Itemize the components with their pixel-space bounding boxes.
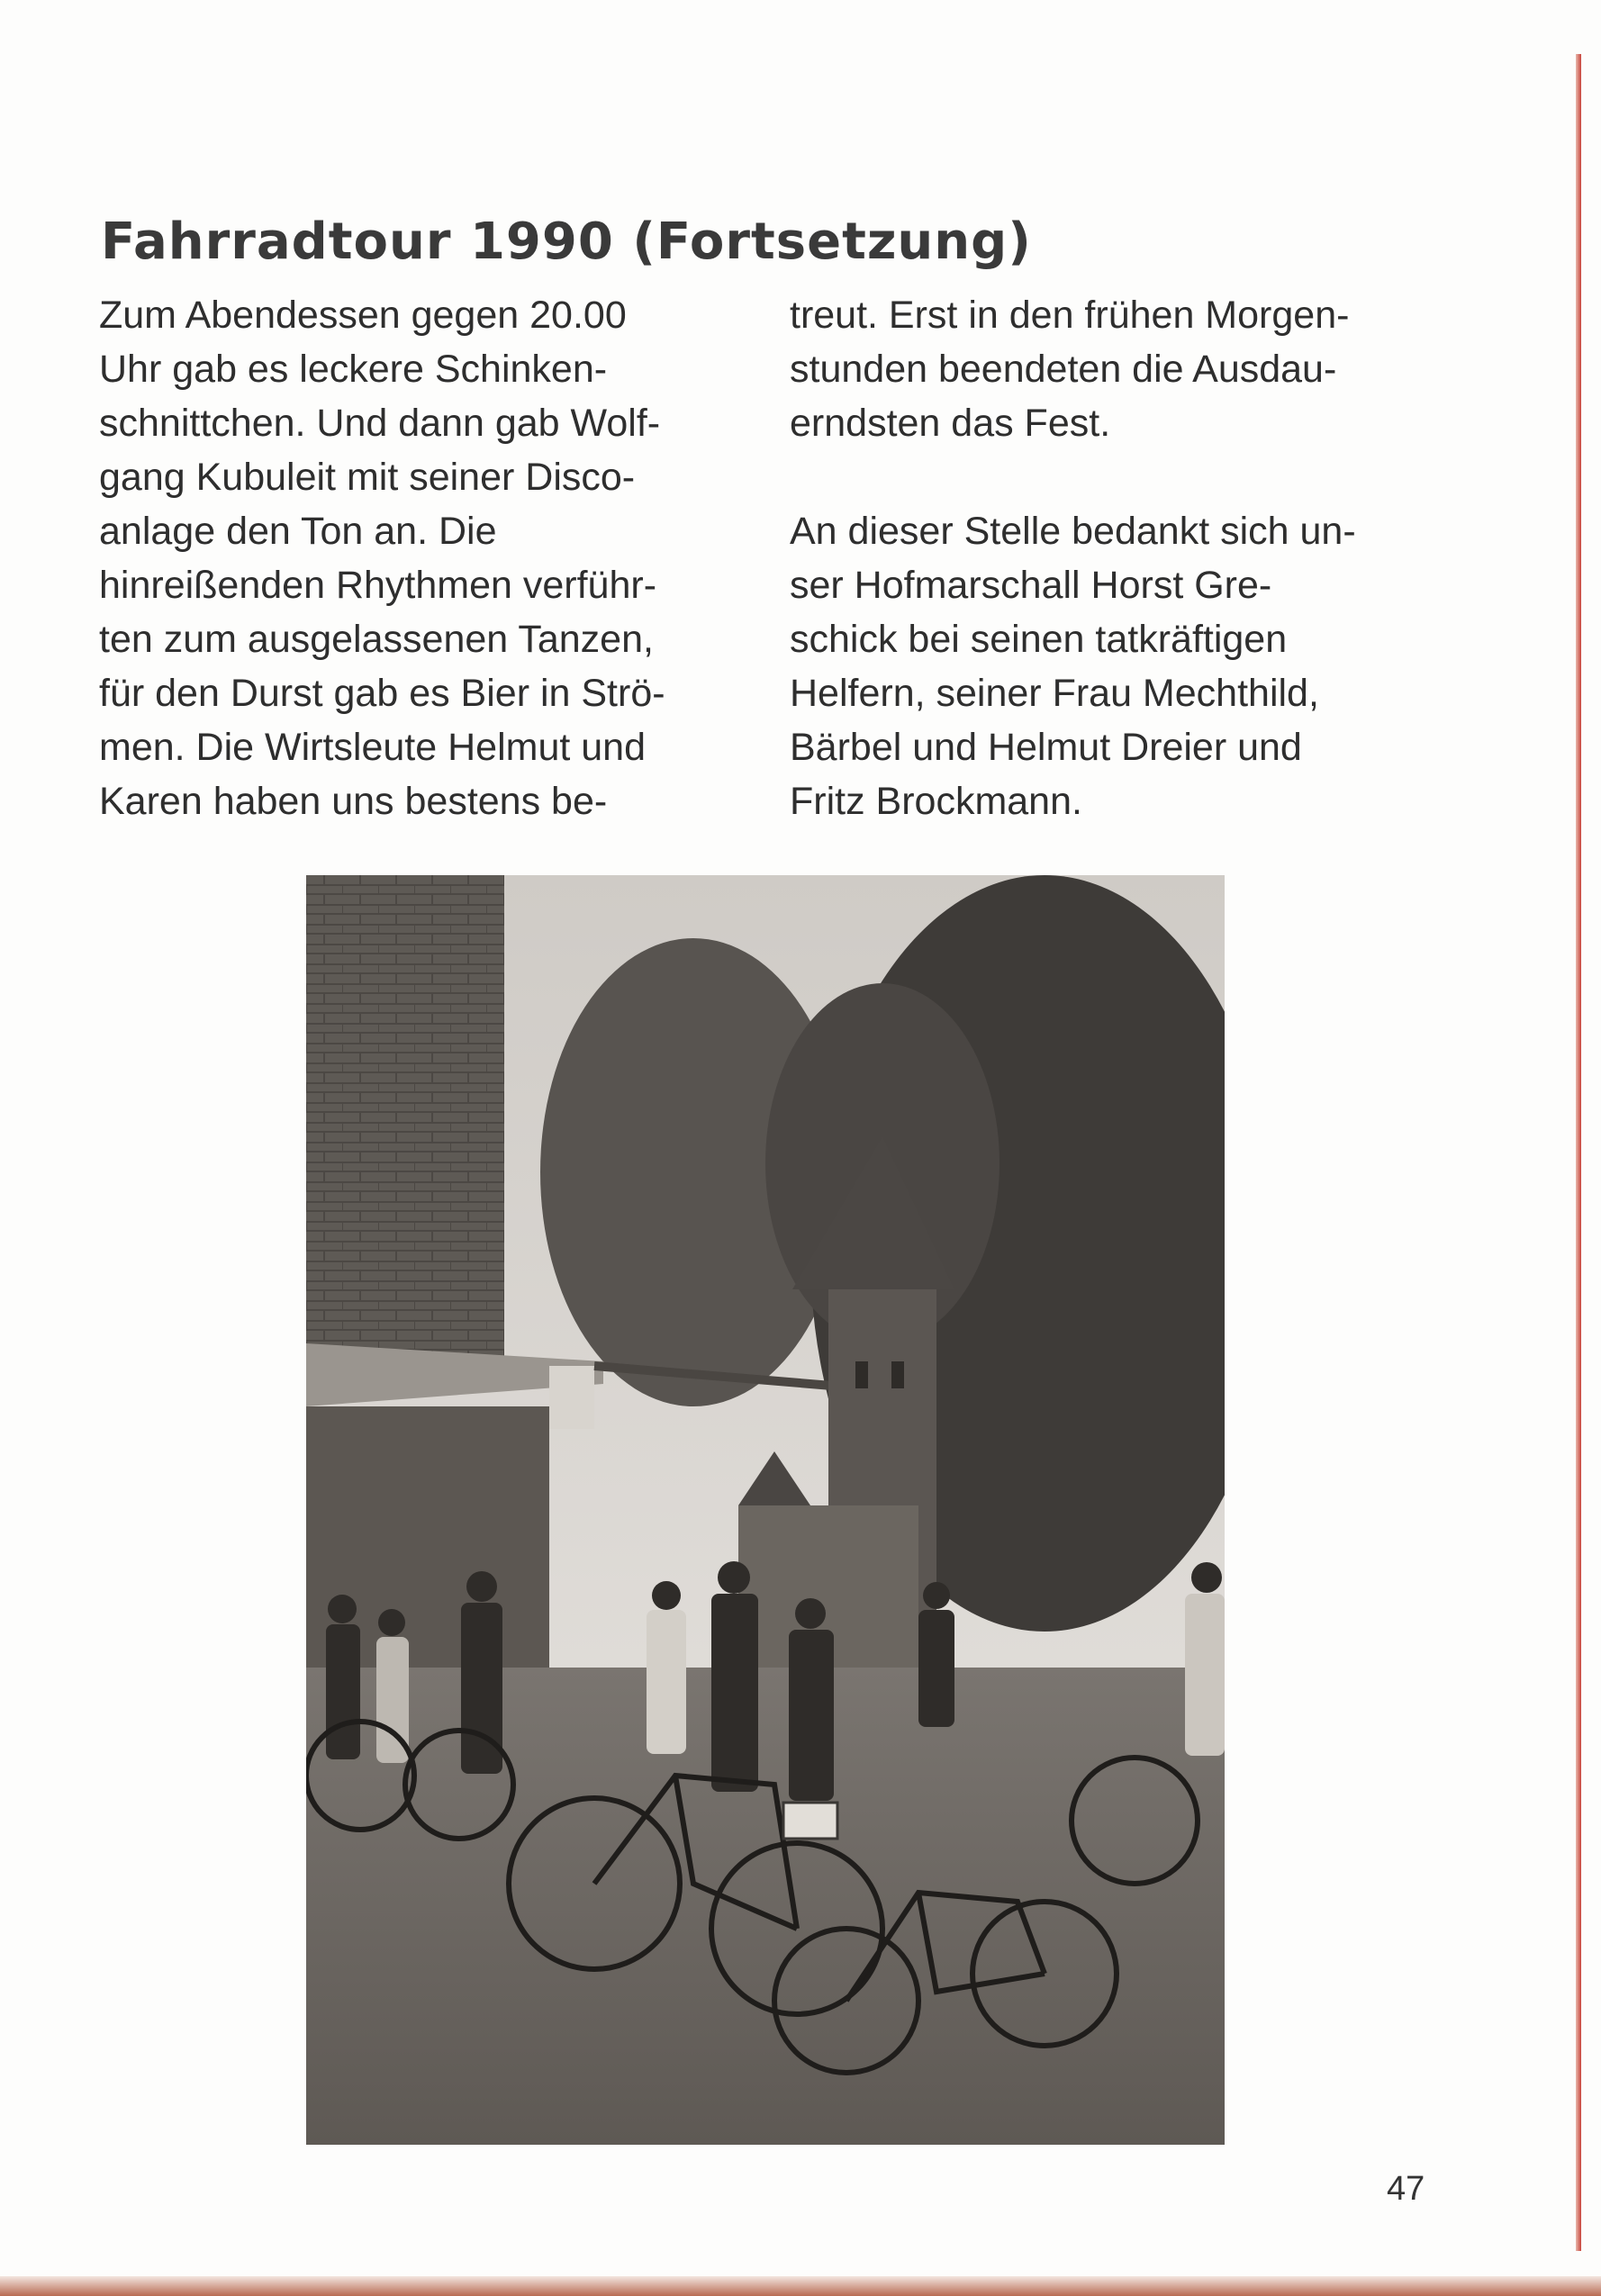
- photo-cyclists-at-mill: [306, 875, 1225, 2145]
- text-line: ser Hofmarschall Horst Gre-: [790, 564, 1272, 607]
- text-line: Bärbel und Helmut Dreier und: [790, 726, 1302, 769]
- text-line: schnittchen. Und dann gab Wolf-: [99, 402, 661, 445]
- text-line: für den Durst gab es Bier in Strö-: [99, 672, 665, 715]
- text-line: gang Kubuleit mit seiner Disco-: [99, 456, 636, 499]
- text-line: Helfern, seiner Frau Mechthild,: [790, 672, 1319, 715]
- text-line: men. Die Wirtsleute Helmut und: [99, 726, 646, 769]
- page-edge-red: [1576, 54, 1581, 2251]
- text-line: Fritz Brockmann.: [790, 780, 1082, 823]
- text-line: hinreißenden Rhythmen verführ-: [99, 564, 657, 607]
- text-line: Uhr gab es leckere Schinken-: [99, 348, 608, 391]
- page-bottom-edge: [0, 2276, 1601, 2296]
- text-line: treut. Erst in den frühen Morgen-: [790, 294, 1350, 337]
- text-line: stunden beendeten die Ausdau-: [790, 348, 1337, 391]
- page-title: Fahrradtour 1990 (Fortsetzung): [101, 212, 1032, 271]
- text-line: An dieser Stelle bedankt sich un-: [790, 510, 1356, 553]
- text-line: Karen haben uns bestens be-: [99, 780, 608, 823]
- page-number: 47: [1387, 2170, 1425, 2208]
- text-line: erndsten das Fest.: [790, 402, 1111, 445]
- paragraph-dank: [790, 504, 1420, 828]
- text-column-right: [790, 288, 1420, 828]
- text-line: anlage den Ton an. Die: [99, 510, 497, 553]
- text-line: schick bei seinen tatkräftigen: [790, 618, 1288, 661]
- paragraph-fest: [790, 288, 1420, 450]
- paragraph-abendessen: [99, 288, 729, 828]
- text-line: Zum Abendessen gegen 20.00: [99, 294, 627, 337]
- text-column-left: [99, 288, 729, 828]
- text-line: ten zum ausgelassenen Tanzen,: [99, 618, 654, 661]
